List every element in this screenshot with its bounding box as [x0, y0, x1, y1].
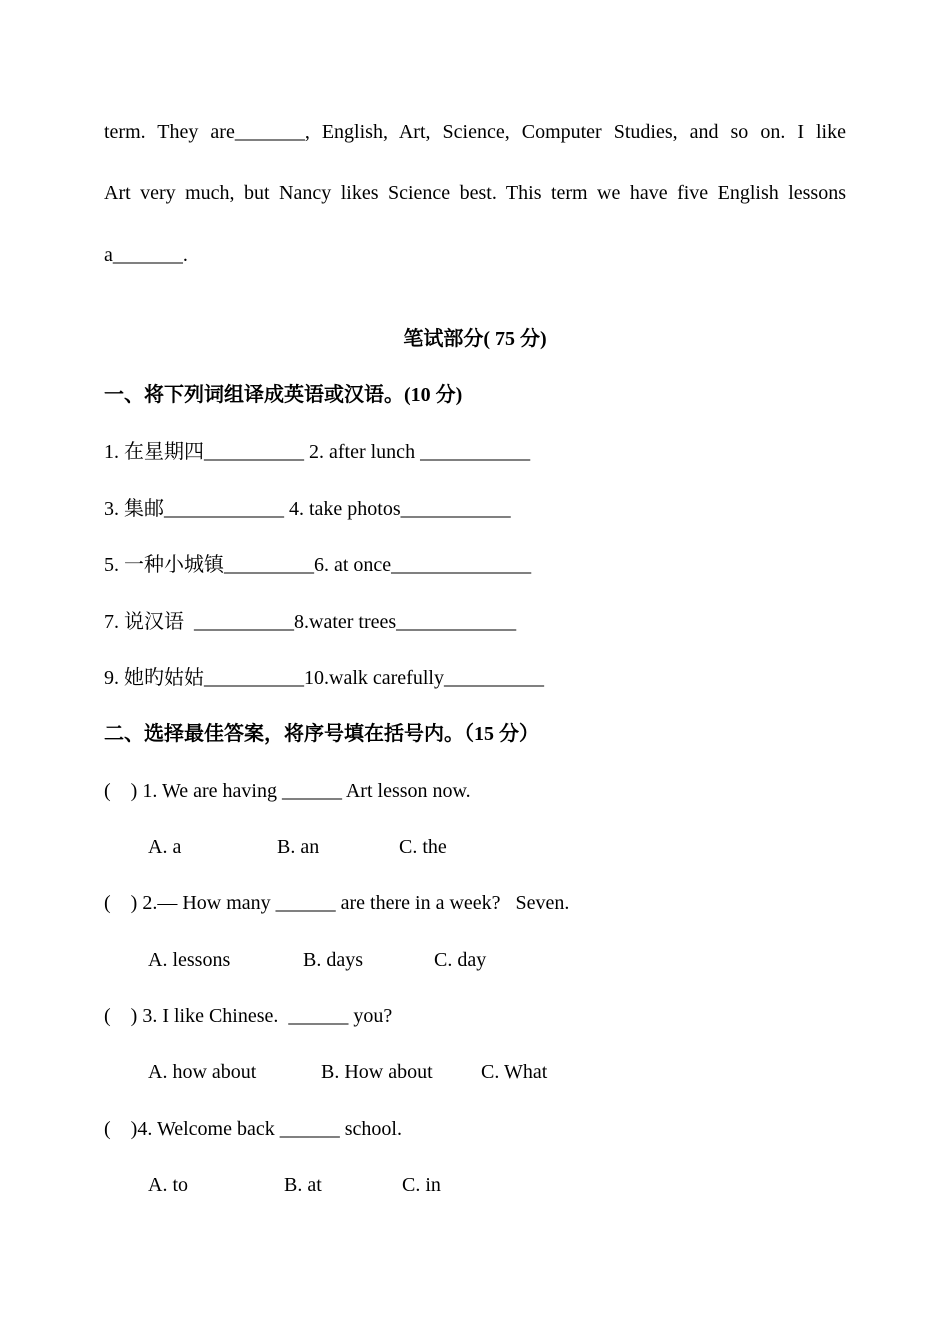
option-c: C. day: [434, 949, 487, 971]
option-a: A. lessons: [148, 949, 231, 971]
passage-line-1: term. They are_______, English, Art, Science, Computer Studies, and so on. I like: [104, 121, 846, 143]
part2-heading: 二、选择最佳答案，将序号填在括号内。（15 分）: [104, 723, 539, 745]
translation-row: 9. 她旳姑姑__________10.walk carefully__________: [104, 667, 544, 689]
option-a: A. a: [148, 836, 182, 858]
option-b: B. How about: [321, 1061, 433, 1083]
translation-row: 7. 说汉语 __________8.water trees____________: [104, 611, 517, 633]
question-stem: ( ) 1. We are having ______ Art lesson now.: [104, 780, 471, 802]
translation-row: 5. 一种小城镇_________6. at once______________: [104, 554, 532, 576]
option-a: A. how about: [148, 1061, 257, 1083]
passage-line-3: a_______.: [104, 244, 188, 266]
option-c: C. the: [399, 836, 447, 858]
option-b: B. days: [303, 949, 363, 971]
option-c: C. in: [402, 1174, 441, 1196]
option-b: B. an: [277, 836, 320, 858]
option-a: A. to: [148, 1174, 188, 1196]
translation-row: 1. 在星期四__________ 2. after lunch ___________: [104, 441, 531, 463]
translation-row: 3. 集邮____________ 4. take photos___________: [104, 498, 511, 520]
question-stem: ( ) 3. I like Chinese. ______ you?: [104, 1005, 393, 1027]
question-stem: ( )4. Welcome back ______ school.: [104, 1118, 402, 1140]
question-stem: ( ) 2.— How many ______ are there in a week? Seven.: [104, 892, 570, 914]
part1-heading: 一、将下列词组译成英语或汉语。(10 分): [104, 384, 463, 406]
option-c: C. What: [481, 1061, 548, 1083]
passage-line-2: Art very much, but Nancy likes Science best. This term we have five English lessons: [104, 182, 846, 204]
written-section-title: 笔试部分( 75 分): [403, 328, 547, 350]
option-b: B. at: [284, 1174, 322, 1196]
